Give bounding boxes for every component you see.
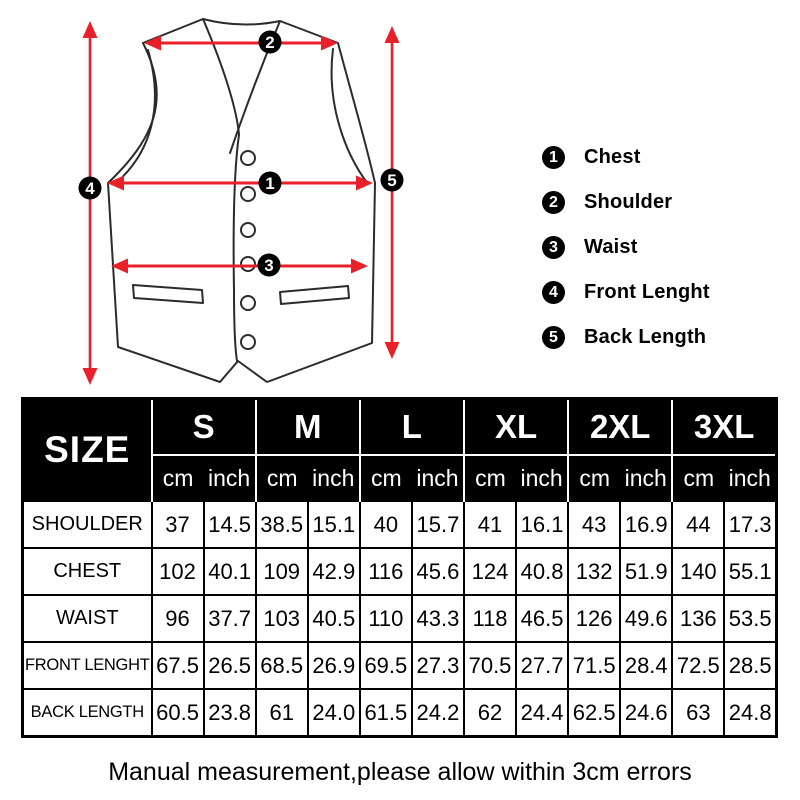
legend-item-chest: [542, 146, 710, 168]
cell-value: 43: [568, 501, 620, 548]
svg-text:5: 5: [387, 171, 397, 190]
marker-1-badge-icon: 1: [542, 146, 565, 169]
legend-label-chest: Chest: [584, 145, 641, 168]
unit-label-cm: cm: [152, 455, 204, 501]
cell-value: 69.5: [360, 642, 412, 689]
cell-value: 45.6: [412, 548, 464, 595]
cell-value: 132: [568, 548, 620, 595]
size-table-header-row: [23, 399, 777, 456]
size-header-s: S: [152, 399, 256, 456]
vest-button: [241, 223, 255, 237]
size-header-xl: XL: [464, 399, 568, 456]
cell-value: 61: [256, 689, 308, 737]
size-header-l: L: [360, 399, 464, 456]
vest-measurement-diagram: [0, 0, 470, 396]
row-label: CHEST: [23, 548, 152, 595]
legend-item-back-length: [542, 326, 710, 348]
cell-value: 102: [152, 548, 204, 595]
row-label: WAIST: [23, 595, 152, 642]
vest-button: [241, 257, 255, 271]
unit-label-inch: inch: [620, 455, 672, 501]
cell-value: 46.5: [516, 595, 568, 642]
cell-value: 68.5: [256, 642, 308, 689]
cell-value: 24.8: [724, 689, 776, 737]
cell-value: 15.1: [308, 501, 360, 548]
cell-value: 15.7: [412, 501, 464, 548]
cell-value: 96: [152, 595, 204, 642]
table-row-back-length: [23, 689, 777, 737]
cell-value: 26.5: [204, 642, 256, 689]
unit-label-inch: inch: [204, 455, 256, 501]
cell-value: 51.9: [620, 548, 672, 595]
unit-label-cm: cm: [256, 455, 308, 501]
cell-value: 27.7: [516, 642, 568, 689]
svg-text:1: 1: [265, 174, 275, 193]
cell-value: 62.5: [568, 689, 620, 737]
table-row-shoulder: [23, 501, 777, 548]
table-row-front-length: [23, 642, 777, 689]
unit-label-cm: cm: [360, 455, 412, 501]
size-table-corner-label: SIZE: [23, 399, 152, 502]
measurement-note: Manual measurement,please allow within 3cm errors: [108, 758, 692, 786]
cell-value: 110: [360, 595, 412, 642]
cell-value: 40: [360, 501, 412, 548]
cell-value: 63: [672, 689, 724, 737]
vest-button: [241, 296, 255, 310]
cell-value: 17.3: [724, 501, 776, 548]
marker-4-badge-icon: 4: [542, 281, 565, 304]
unit-label-inch: inch: [516, 455, 568, 501]
cell-value: 40.8: [516, 548, 568, 595]
cell-value: 126: [568, 595, 620, 642]
cell-value: 118: [464, 595, 516, 642]
cell-value: 43.3: [412, 595, 464, 642]
cell-value: 24.2: [412, 689, 464, 737]
table-row-waist: [23, 595, 777, 642]
vest-button: [241, 335, 255, 349]
cell-value: 38.5: [256, 501, 308, 548]
cell-value: 61.5: [360, 689, 412, 737]
legend-label-waist: Waist: [584, 235, 638, 258]
cell-value: 49.6: [620, 595, 672, 642]
cell-value: 37.7: [204, 595, 256, 642]
legend-label-back-length: Back Length: [584, 325, 707, 348]
cell-value: 40.5: [308, 595, 360, 642]
cell-value: 26.9: [308, 642, 360, 689]
cell-value: 16.9: [620, 501, 672, 548]
unit-label-inch: inch: [724, 455, 776, 501]
cell-value: 42.9: [308, 548, 360, 595]
size-header-2xl: 2XL: [568, 399, 672, 456]
cell-value: 116: [360, 548, 412, 595]
cell-value: 124: [464, 548, 516, 595]
front-length-arrow: [83, 21, 98, 385]
marker-circle-5: [381, 169, 404, 192]
cell-value: 53.5: [724, 595, 776, 642]
cell-value: 24.6: [620, 689, 672, 737]
svg-text:3: 3: [264, 256, 274, 275]
back-length-arrow: [385, 26, 400, 359]
unit-label-cm: cm: [464, 455, 516, 501]
cell-value: 136: [672, 595, 724, 642]
size-header-m: M: [256, 399, 360, 456]
unit-label-cm: cm: [672, 455, 724, 501]
vest-outline: [108, 19, 375, 382]
unit-label-inch: inch: [412, 455, 464, 501]
marker-circle-4: [79, 177, 102, 200]
marker-5-badge-icon: 5: [542, 326, 565, 349]
legend-label-shoulder: Shoulder: [584, 190, 673, 213]
cell-value: 70.5: [464, 642, 516, 689]
cell-value: 62: [464, 689, 516, 737]
legend-item-shoulder: [542, 191, 710, 213]
cell-value: 37: [152, 501, 204, 548]
cell-value: 55.1: [724, 548, 776, 595]
cell-value: 28.4: [620, 642, 672, 689]
vest-button: [241, 187, 255, 201]
cell-value: 27.3: [412, 642, 464, 689]
marker-circle-1: [259, 172, 282, 195]
cell-value: 60.5: [152, 689, 204, 737]
legend-item-waist: [542, 236, 710, 258]
legend-item-front-length: [542, 281, 710, 303]
marker-2-badge-icon: 2: [542, 191, 565, 214]
cell-value: 28.5: [724, 642, 776, 689]
marker-circle-2: [259, 31, 282, 54]
marker-circle-3: [258, 254, 281, 277]
cell-value: 23.8: [204, 689, 256, 737]
cell-value: 44: [672, 501, 724, 548]
size-header-3xl: 3XL: [672, 399, 776, 456]
cell-value: 16.1: [516, 501, 568, 548]
cell-value: 71.5: [568, 642, 620, 689]
vest-button: [241, 151, 255, 165]
cell-value: 72.5: [672, 642, 724, 689]
svg-text:4: 4: [85, 179, 95, 198]
cell-value: 24.0: [308, 689, 360, 737]
unit-label-inch: inch: [308, 455, 360, 501]
cell-value: 40.1: [204, 548, 256, 595]
row-label: FRONT LENGHT: [23, 642, 152, 689]
marker-3-badge-icon: 3: [542, 236, 565, 259]
legend-label-front-length: Front Lenght: [584, 280, 710, 303]
cell-value: 140: [672, 548, 724, 595]
row-label: SHOULDER: [23, 501, 152, 548]
cell-value: 24.4: [516, 689, 568, 737]
cell-value: 41: [464, 501, 516, 548]
cell-value: 14.5: [204, 501, 256, 548]
table-row-chest: [23, 548, 777, 595]
cell-value: 109: [256, 548, 308, 595]
svg-text:2: 2: [265, 33, 275, 52]
cell-value: 67.5: [152, 642, 204, 689]
size-table: [21, 397, 778, 738]
cell-value: 103: [256, 595, 308, 642]
measurement-legend: [542, 146, 710, 371]
unit-label-cm: cm: [568, 455, 620, 501]
row-label: BACK LENGTH: [23, 689, 152, 737]
